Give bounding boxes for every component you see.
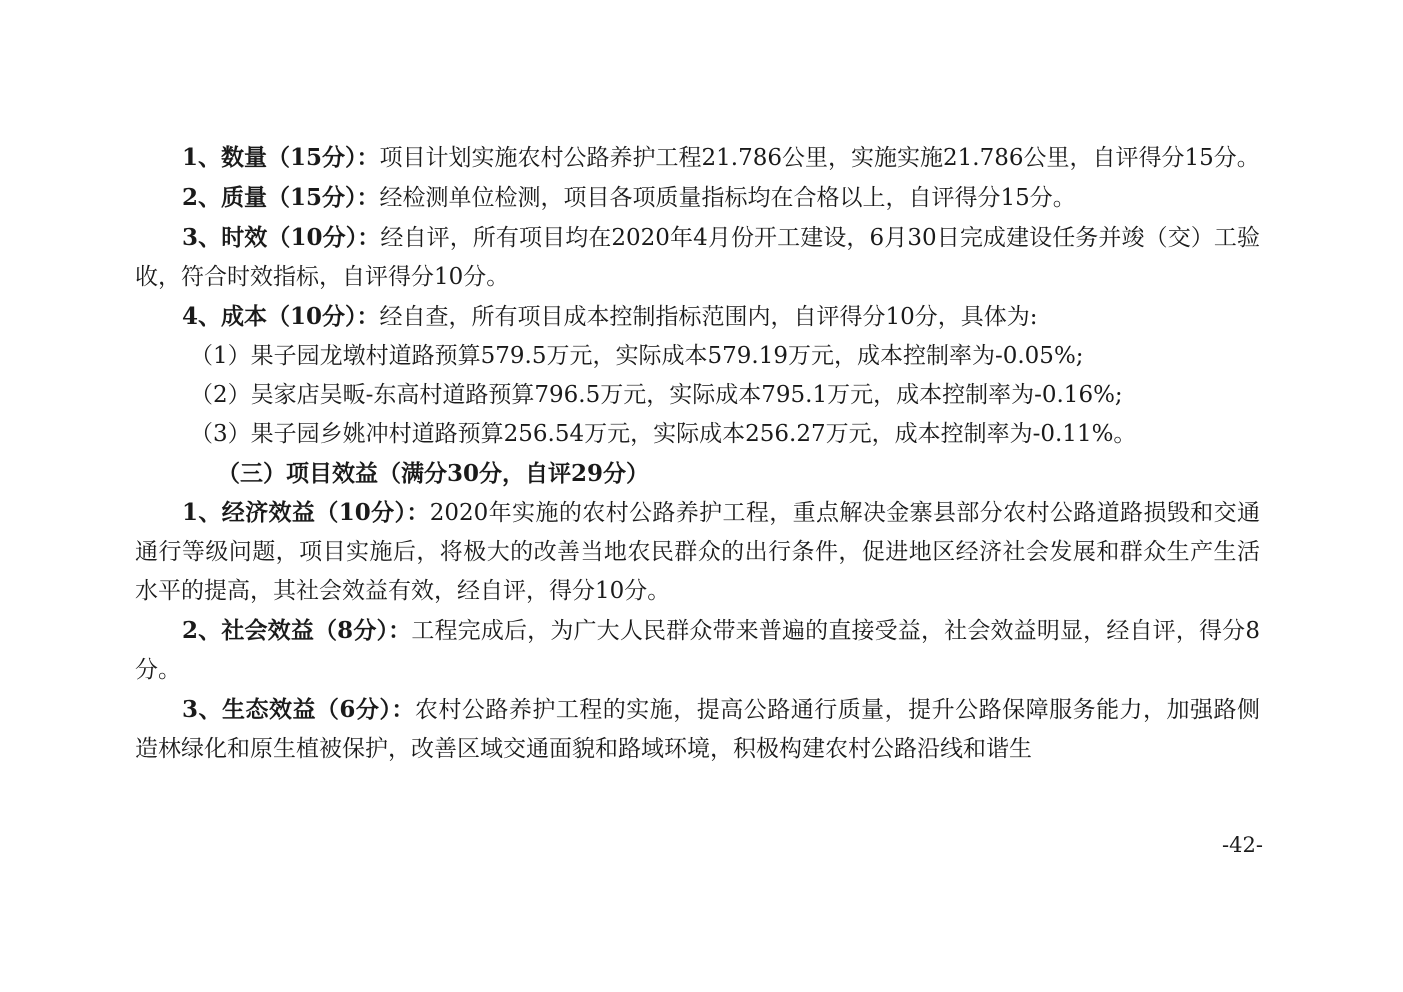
paragraph-lead: 4、成本（10分）： [182, 303, 380, 330]
paragraph-text: 经自查，所有项目成本控制指标范围内，自评得分10分，具体为: [379, 304, 1038, 330]
paragraph-cost [135, 297, 1260, 337]
paragraph-lead: 1、数量（15分）： [182, 144, 380, 171]
paragraph-text: 经检测单位检测，项目各项质量指标均在合格以上，自评得分15分。 [379, 185, 1076, 211]
cost-item: （3）果子园乡姚冲村道路预算256.54万元，实际成本256.27万元，成本控制率为-0.11%。 [190, 421, 1137, 447]
paragraph-lead: 2、社会效益（8分）： [182, 617, 412, 644]
paragraph-quality [135, 178, 1260, 218]
paragraph-text: 2020年实施的农村公路养护工程，重点解决金寨县部分农村公路道路损毁和交通通行等级问题，项目实施后，将极大的改善当地农民群众的出行条件，促进地区经济社会发展和群众生产生活水平的提高，其社会效益有效，经自评，得分10分。 [135, 500, 1260, 604]
paragraph-text: 工程完成后，为广大人民群众带来普遍的直接受益，社会效益明显，经自评，得分8分。 [135, 618, 1260, 683]
paragraph-lead: 3、时效（10分）： [182, 224, 381, 251]
section-heading: （三）项目效益（满分30分，自评29分） [217, 460, 650, 487]
page-number: -42- [1222, 833, 1263, 857]
paragraph-text: 经自评，所有项目均在2020年4月份开工建设，6月30日完成建设任务并竣（交）工验收，符合时效指标，自评得分10分。 [135, 225, 1260, 290]
paragraph-lead: 3、生态效益（6分）： [182, 696, 415, 723]
cost-item: （1）果子园龙墩村道路预算579.5万元，实际成本579.19万元，成本控制率为-0.05%; [190, 343, 1084, 369]
paragraph-lead: 1、经济效益（10分）： [182, 499, 430, 526]
paragraph-timeliness [135, 218, 1260, 297]
paragraph-quantity [135, 138, 1260, 178]
cost-item: （2）吴家店吴畈-东高村道路预算796.5万元，实际成本795.1万元，成本控制率为-0.16%; [190, 382, 1123, 408]
document-body [135, 138, 1260, 769]
paragraph-lead: 2、质量（15分）： [182, 184, 380, 211]
paragraph-text: 农村公路养护工程的实施，提高公路通行质量，提升公路保障服务能力，加强路侧造林绿化和原生植被保护，改善区域交通面貌和路域环境，积极构建农村公路沿线和谐生 [135, 697, 1260, 762]
paragraph-text: 项目计划实施农村公路养护工程21.786公里，实施实施21.786公里，自评得分15分。 [379, 145, 1260, 171]
paragraph-economic-benefit [135, 493, 1260, 611]
paragraph-social-benefit [135, 611, 1260, 690]
paragraph-ecological-benefit [135, 690, 1260, 769]
